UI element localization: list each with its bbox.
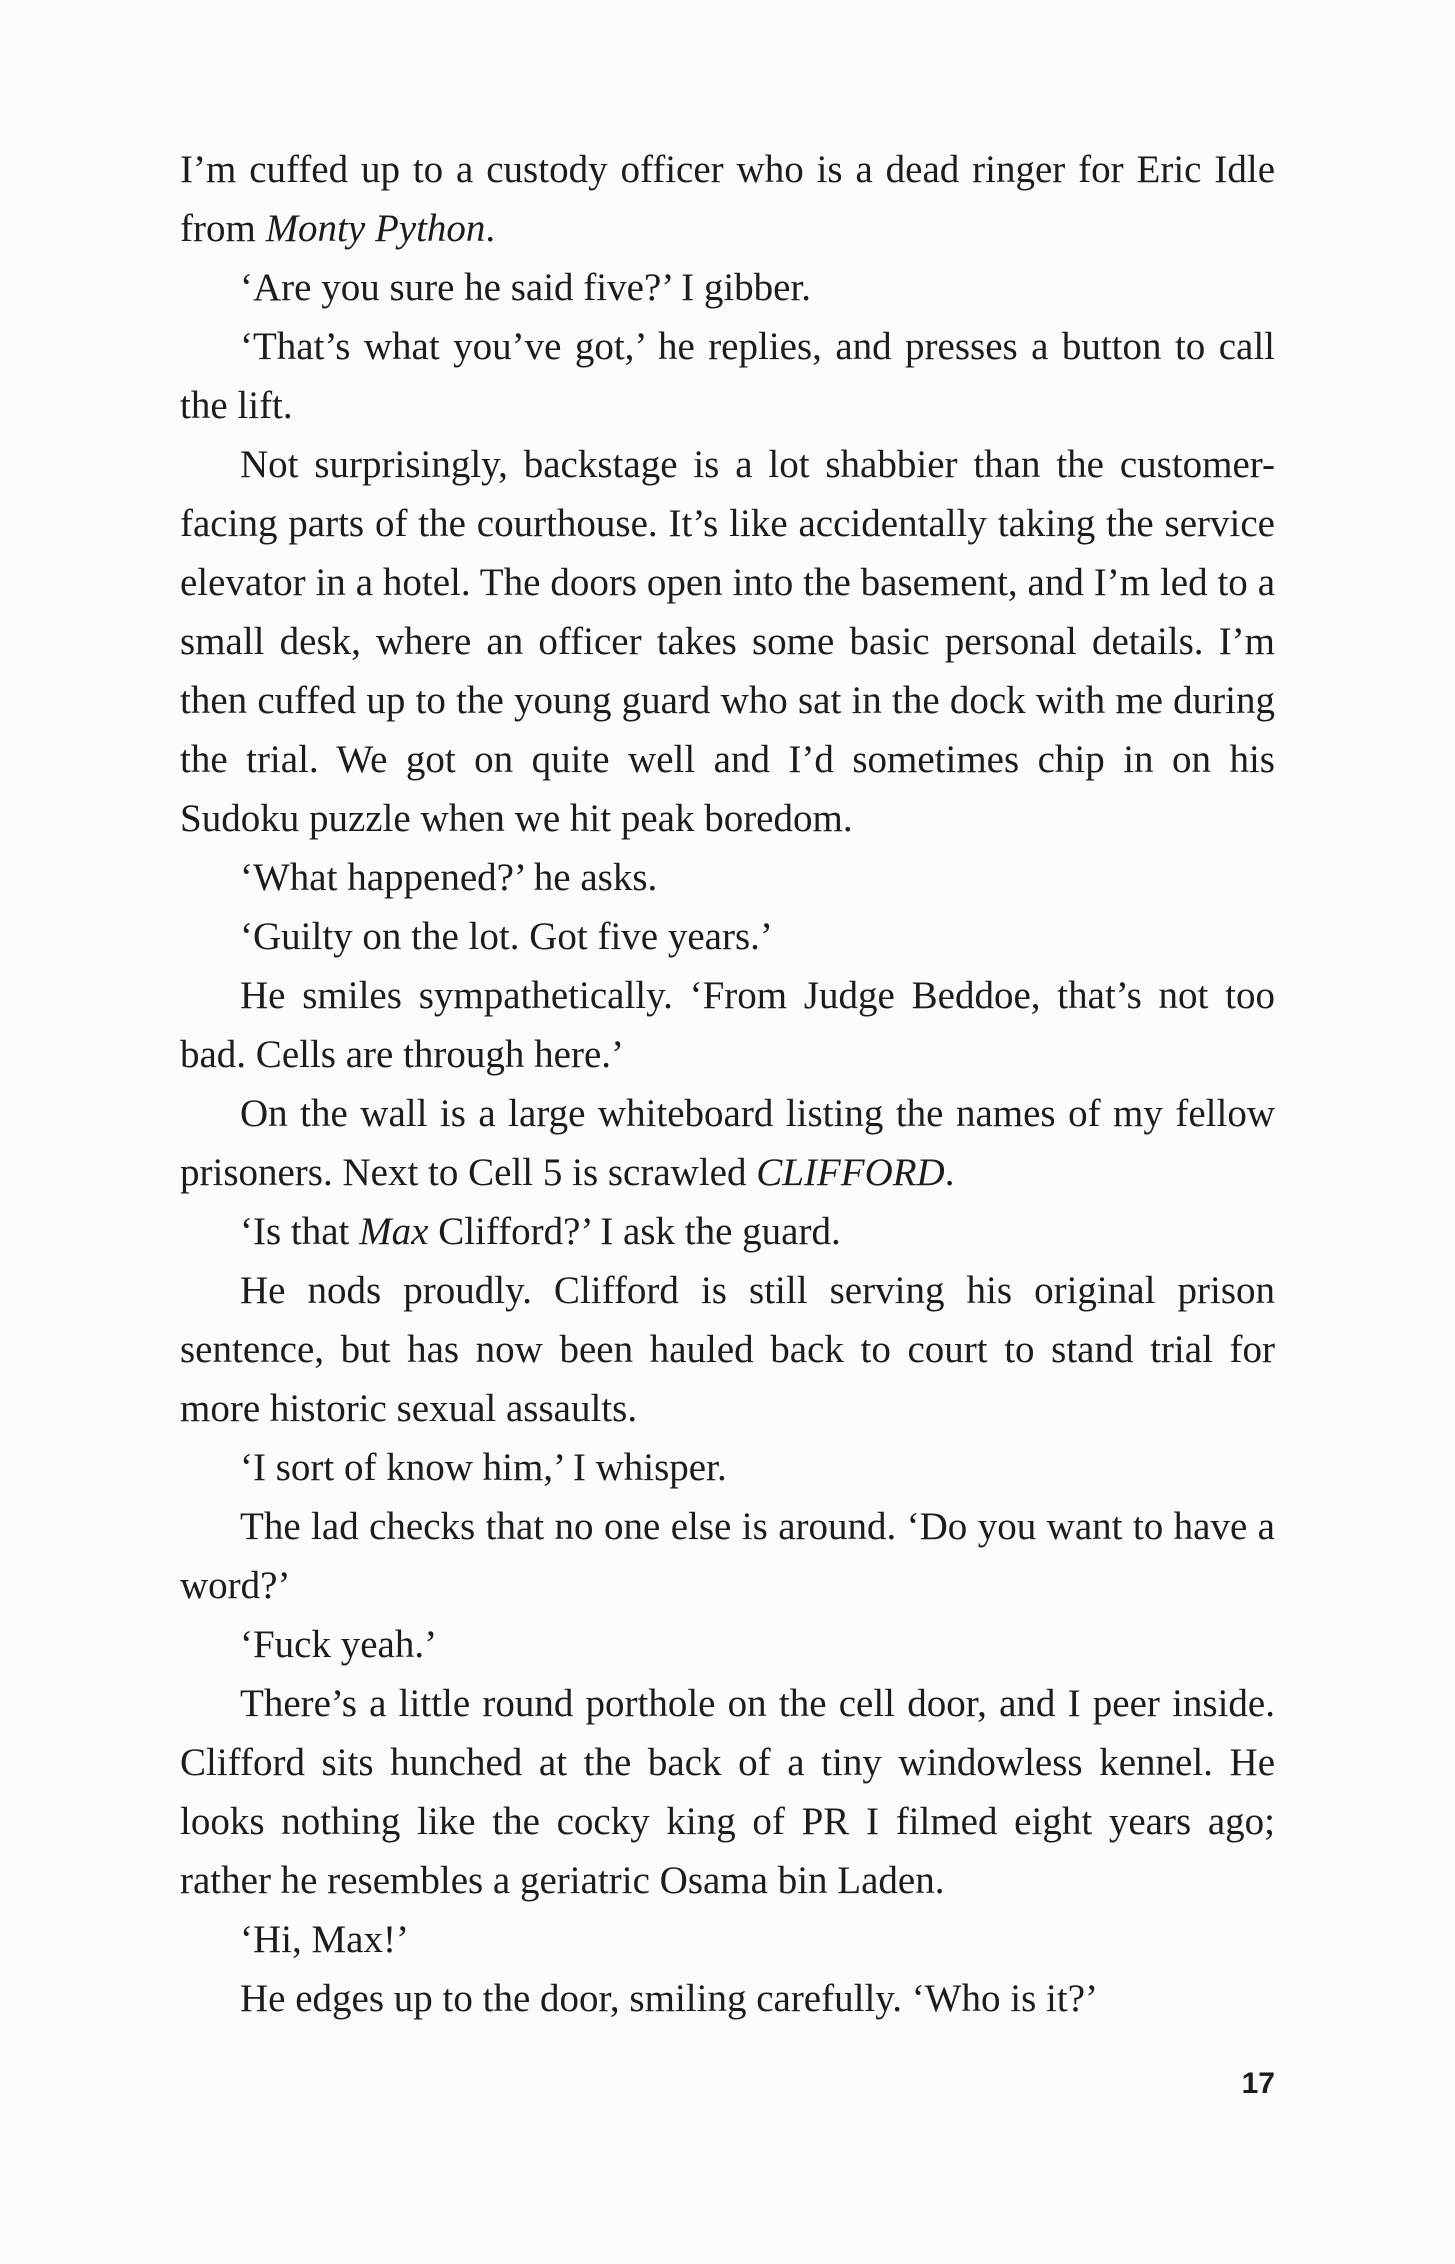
paragraph: He smiles sympathetically. ‘From Judge Beddoe, that’s not too bad. Cells are through here.’ — [180, 974, 1275, 1076]
paragraph: On the wall is a large whiteboard listing the names of my fellow prisoners. Next to Cell 5 is scrawled CLIFFORD. — [180, 1092, 1275, 1194]
paragraph: Not surprisingly, backstage is a lot shabbier than the customer-facing parts of the courthouse. It’s like accidentally taking the service elevator in a hotel. The doors open into the basement, and I’m led to a small desk, where an officer takes some basic personal details. I’m then cuffed up to the young guard who sat in the dock with me during the trial. We got on quite well and I’d sometimes chip in on his Sudoku puzzle when we hit peak boredom. — [180, 443, 1275, 840]
paragraph: ‘That’s what you’ve got,’ he replies, and presses a button to call the lift. — [180, 325, 1275, 427]
paragraph: ‘What happened?’ he asks. — [240, 856, 658, 899]
paragraph: He edges up to the door, smiling carefully. ‘Who is it?’ — [240, 1977, 1099, 2020]
body-text — [180, 140, 1275, 2028]
paragraph: ‘Is that Max Clifford?’ I ask the guard. — [240, 1210, 841, 1253]
paragraph: ‘Hi, Max!’ — [240, 1918, 409, 1961]
paragraph: ‘Guilty on the lot. Got five years.’ — [240, 915, 773, 958]
paragraph: There’s a little round porthole on the cell door, and I peer inside. Clifford sits hunched at the back of a tiny windowless kennel. He looks nothing like the cocky king of PR I filmed eight years ago; rather he resembles a geriatric Osama bin Laden. — [180, 1682, 1275, 1902]
page-number: 17 — [1241, 2067, 1275, 2100]
paragraph: ‘I sort of know him,’ I whisper. — [240, 1446, 727, 1489]
paragraph: I’m cuffed up to a custody officer who is a dead ringer for Eric Idle from Monty Python. — [180, 148, 1275, 250]
paragraph: He nods proudly. Clifford is still serving his original prison sentence, but has now been hauled back to court to stand trial for more historic sexual assaults. — [180, 1269, 1275, 1430]
paragraph: The lad checks that no one else is around. ‘Do you want to have a word?’ — [180, 1505, 1275, 1607]
paragraph: ‘Are you sure he said five?’ I gibber. — [240, 266, 812, 309]
paragraph: ‘Fuck yeah.’ — [240, 1623, 438, 1666]
